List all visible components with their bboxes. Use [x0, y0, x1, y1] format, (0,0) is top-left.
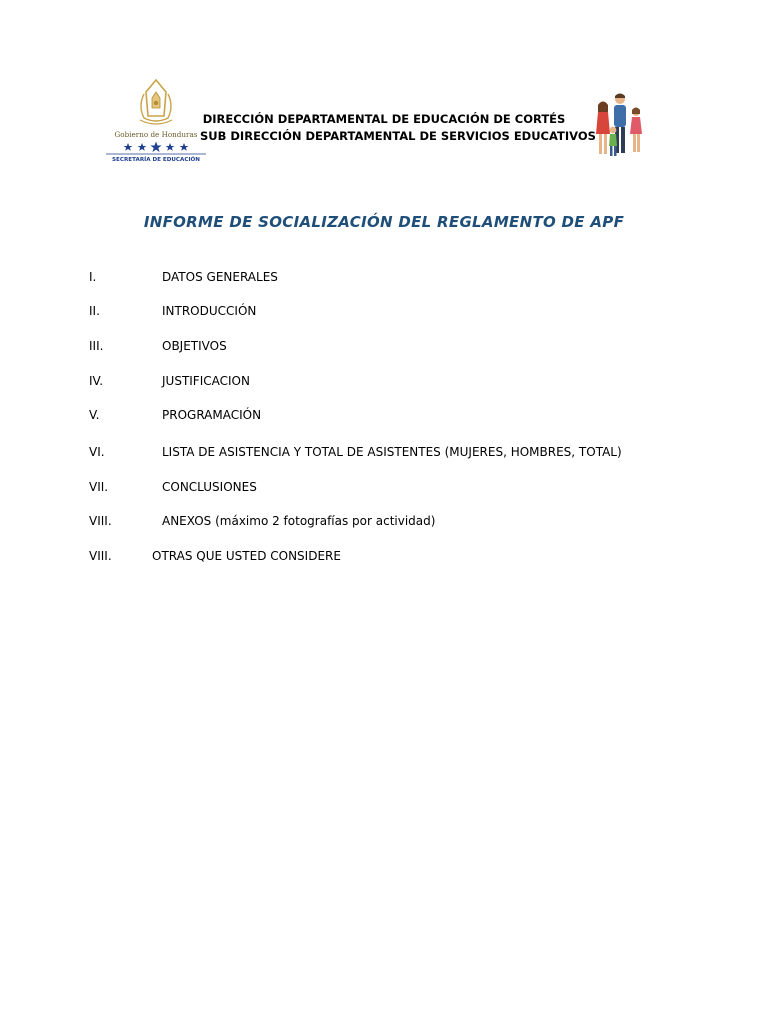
section-title: ANEXOS (máximo 2 fotografías por actividad) — [162, 514, 436, 528]
section-number: II. — [89, 304, 100, 318]
section-number: V. — [89, 408, 100, 422]
svg-text:Gobierno de Honduras: Gobierno de Honduras — [114, 130, 198, 139]
list-item — [0, 268, 768, 286]
section-title: OBJETIVOS — [162, 339, 227, 353]
section-number: IV. — [89, 374, 104, 388]
document-title: INFORME DE SOCIALIZACIÓN DEL REGLAMENTO DE APF — [143, 213, 625, 231]
section-title: LISTA DE ASISTENCIA Y TOTAL DE ASISTENTES (MUJERES, HOMBRES, TOTAL) — [162, 445, 622, 459]
section-title: DATOS GENERALES — [162, 270, 278, 284]
section-number: VIII. — [89, 549, 112, 563]
section-title: JUSTIFICACION — [162, 374, 250, 388]
section-title: OTRAS QUE USTED CONSIDERE — [152, 549, 341, 563]
section-number: VIII. — [89, 514, 112, 528]
section-number: I. — [89, 270, 97, 284]
header-line-2: SUB DIRECCIÓN DEPARTAMENTAL DE SERVICIOS EDUCATIVOS — [200, 129, 596, 143]
section-number: VII. — [89, 480, 109, 494]
list-item — [0, 443, 768, 461]
header-line-1: DIRECCIÓN DEPARTAMENTAL DE EDUCACIÓN DE CORTÉS — [202, 112, 566, 126]
list-item — [0, 406, 768, 424]
svg-text:SECRETARÍA DE EDUCACIÓN: SECRETARÍA DE EDUCACIÓN — [112, 157, 200, 163]
section-number: VI. — [89, 445, 105, 459]
list-item — [0, 302, 768, 320]
list-item — [0, 547, 768, 565]
section-title: CONCLUSIONES — [162, 480, 257, 494]
section-number: III. — [89, 339, 104, 353]
list-item — [0, 512, 768, 530]
list-item — [0, 478, 768, 496]
section-title: INTRODUCCIÓN — [162, 304, 257, 318]
list-item — [0, 372, 768, 390]
list-item — [0, 337, 768, 355]
section-title: PROGRAMACIÓN — [162, 408, 262, 422]
